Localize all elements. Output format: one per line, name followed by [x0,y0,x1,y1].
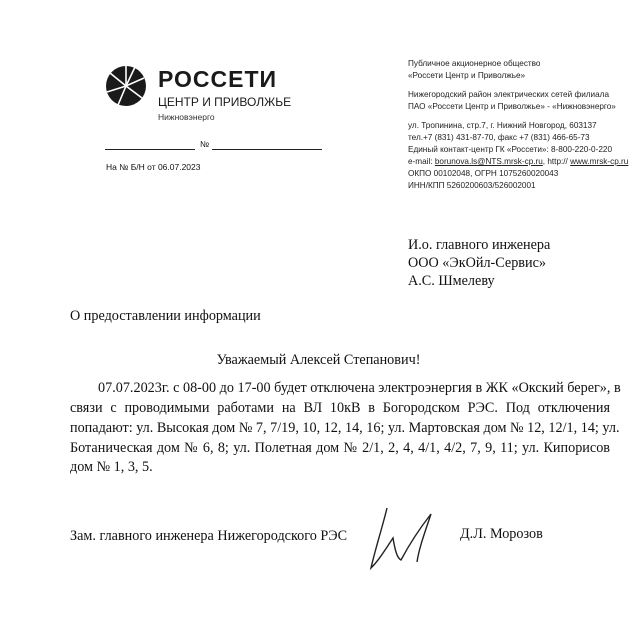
company-line: ПАО «Россети Центр и Приволжье» - «Нижновэнерго» [408,102,616,111]
contact-line [408,156,628,168]
company-line: Публичное акционерное общество [408,59,541,68]
subject: О предоставлении информации [70,308,261,324]
body-line: дом № 1, 3, 5. [70,459,153,475]
website-link[interactable]: www.mrsk-cp.ru [570,157,629,166]
signatory-name: Д.Л. Морозов [460,526,543,542]
email-label: e-mail: [408,157,435,166]
signatory-position: Зам. главного инженера Нижегородского РЭС [70,528,348,544]
brand-name: РОССЕТИ [158,66,278,92]
signature-icon [365,500,445,575]
email-link[interactable]: borunova.ls@NTS.mrsk-cp.ru [434,157,543,166]
body-line: Ботаническая дом № 6, 8; ул. Полетная дом № 2/1, 2, 4, 4/1, 4/2, 7, 9, 11; ул. Кипорисов [70,440,610,456]
brand-subtitle: ЦЕНТР И ПРИВОЛЖЬЕ [158,95,292,109]
branch-name: Нижновэнерго [158,112,215,122]
company-line: ОКПО 00102048, ОГРН 1075260020043 [408,169,559,178]
company-info [408,58,628,192]
addressee-line: И.о. главного инженера [408,237,551,253]
greeting: Уважаемый Алексей Степанович! [216,352,421,368]
http-label: , http:// [542,157,571,166]
body-line: попадают: ул. Высокая дом № 7, 7/19, 10, 12, 14, 16; ул. Мартовская дом № 12, 12/1, 14; ул. [70,420,620,436]
company-line: ул. Тропинина, стр.7, г. Нижний Новгород, 603137 [408,121,597,130]
company-line: тел.+7 (831) 431-87-70, факс +7 (831) 466-65-73 [408,133,590,142]
body-line: связи с проводимыми работами на ВЛ 10кВ в Богородском РЭС. Под отключения [70,400,610,416]
addressee [408,236,550,290]
body-line: 07.07.2023г. с 08-00 до 17-00 будет отключена электроэнергия в ЖК «Окский берег», в [98,380,621,396]
addressee-line: ООО «ЭкОйл-Сервис» [408,255,546,271]
company-line: «Россети Центр и Приволжье» [408,71,526,80]
company-line: Нижегородский район электрических сетей филиала [408,90,610,99]
addressee-line: А.С. Шмелеву [408,273,495,289]
rosseti-logo-icon [104,64,148,108]
number-label: № [200,139,210,149]
company-line: ИНН/КПП 5260200603/526002001 [408,181,536,190]
company-line: Единый контакт-центр ГК «Россети»: 8-800-220-0-220 [408,145,613,154]
reference-number: На № Б/Н от 06.07.2023 [106,162,201,172]
date-line [105,149,195,150]
number-line [212,149,322,150]
